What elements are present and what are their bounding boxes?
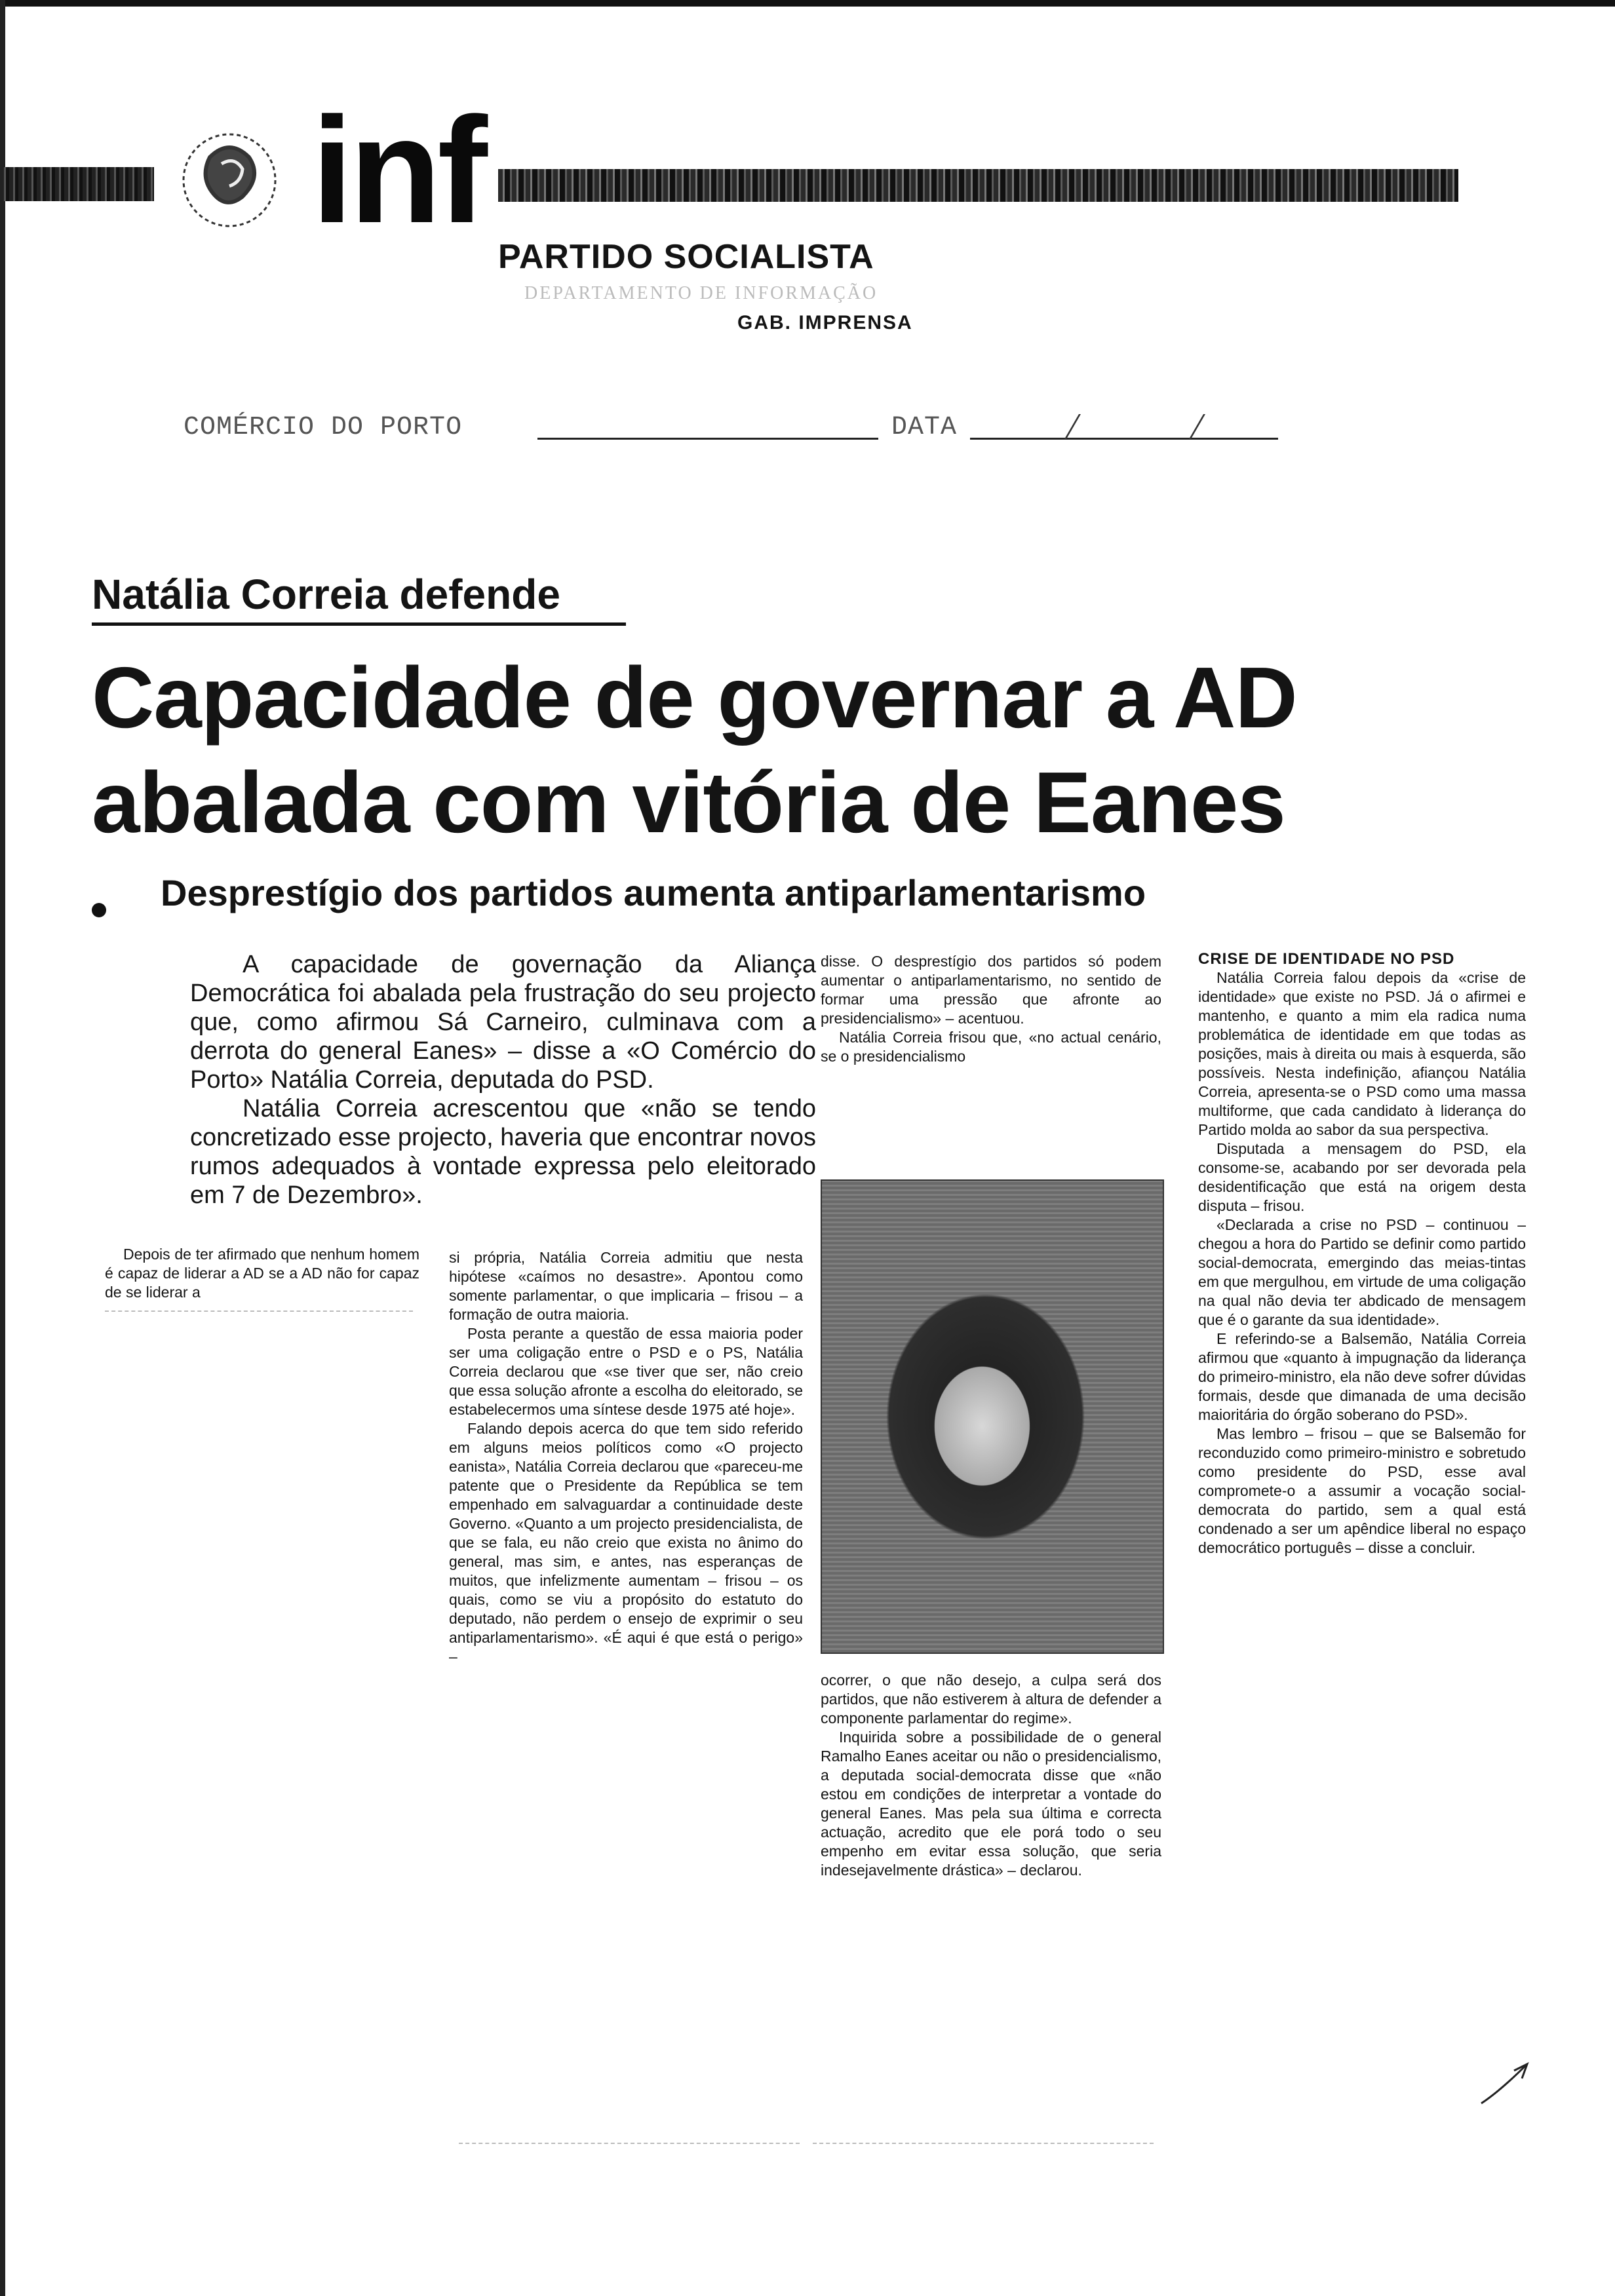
- col2-text-1: si própria, Natália Correia admitiu que nesta hipótese «caímos no desastre». Apontou como somente parlamentar, o que implicaria – frisou – a formação de outra maioria.: [449, 1249, 803, 1323]
- headline-line-1: Capacidade de governar a AD: [92, 649, 1297, 746]
- date-underline: [970, 438, 1278, 440]
- column-4: [1198, 950, 1526, 1558]
- bottom-rule-2: [813, 2143, 1154, 2144]
- headline: [92, 645, 1297, 855]
- column-1-end-rule: [105, 1311, 413, 1312]
- header-bar-right: [498, 169, 1458, 202]
- column-1: [105, 1245, 419, 1302]
- col4-text-3: «Declarada a crise no PSD – continuou – chegou a hora do Partido se definir como partido social-democrata, emergindo das meias-tintas em que mergulhou, em virtude de uma coligação na qual não devia ter abdicado de mensagem que é o garante da sua identidade».: [1198, 1216, 1526, 1328]
- rose-fist-icon: [164, 118, 295, 242]
- party-name: PARTIDO SOCIALISTA: [498, 238, 874, 276]
- bottom-rule-1: [459, 2143, 800, 2144]
- column-3-top: [821, 952, 1161, 1066]
- lead-text-1: A capacidade de governação da Aliança Democrática foi abalada pela frustração do seu projecto que, como afirmou Sá Carneiro, culminava com a derrota do general Eanes» – disse a «O Comércio do Porto» Natália Correia, deputada do PSD.: [190, 951, 816, 1094]
- col3-text-2: Natália Correia frisou que, «no actual cenário, se o presidencialismo: [821, 1029, 1161, 1065]
- column-2: [449, 1248, 803, 1666]
- end-mark-icon: [1475, 2051, 1534, 2110]
- col4-text-4: E referindo-se a Balsemão, Natália Correia afirmou que «quanto à impugnação da liderança do primeiro-ministro, ela não deve sofrer dúvidas formais, desde que dimanada de uma decisão maioritária do órgão soberano do PSD».: [1198, 1330, 1526, 1423]
- col4-text-2: Disputada a mensagem do PSD, ela consome-se, acabando por ser devorada pela desidentificação que está na origem desta disputa – frisou.: [1198, 1140, 1526, 1214]
- lead-paragraph: [190, 950, 816, 1210]
- col1-text: Depois de ter afirmado que nenhum homem é capaz de liderar a AD se a AD não for capaz de se liderar a: [105, 1246, 419, 1301]
- department-name: DEPARTAMENTO DE INFORMAÇÃO: [524, 283, 878, 303]
- date-slash-1: [1064, 414, 1081, 439]
- source-paper: COMÉRCIO DO PORTO: [184, 413, 463, 442]
- portrait-photo: [821, 1179, 1164, 1654]
- col3-text-1: disse. O desprestígio dos partidos só podem aumentar o antiparlamentarismo, no sentido de formar uma pressão que afronte ao presidencialismo» – acentuou.: [821, 953, 1161, 1027]
- headline-line-2: abalada com vitória de Eanes: [92, 754, 1285, 851]
- col4-text-5: Mas lembro – frisou – que se Balsemão for reconduzido como primeiro-ministro e sobretudo como presidente do PSD, esse aval compromete-o a assumir a vocação social-democrata do partido, sem a qual está condenado a ser um apêndice liberal no espaço democrático português – disse a concluir.: [1198, 1425, 1526, 1556]
- header-bar-left: [0, 167, 154, 201]
- page-border-top: [0, 0, 1615, 7]
- source-paper-underline: [537, 438, 878, 440]
- date-slash-2: [1189, 414, 1205, 439]
- office-name: GAB. IMPRENSA: [737, 312, 913, 334]
- date-label: DATA: [891, 413, 958, 442]
- page-border-left: [0, 0, 5, 2296]
- column-3-bottom: [821, 1671, 1161, 1880]
- col4-text-1: Natália Correia falou depois da «crise de identidade» que existe no PSD. Já o afirmei e mantenho, e quanto a mim ela radica numa problemática de identidade em que todas as posições, mais à direita ou mais à esquerda, são possíveis. Nesta indefinição, afiançou Natália Correia, apresenta-se o PSD como uma massa multiforme, que cada candidato à liderança do Partido molda ao sabor da sua perspectiva.: [1198, 969, 1526, 1138]
- kicker: Natália Correia defende: [92, 571, 560, 618]
- col2-text-2: Posta perante a questão de essa maioria poder ser uma coligação entre o PSD e o PS, Natália Correia declarou que «se tiver que ser, não creio que essa solução afronte a escolha do eleitorado, se estabelecermos uma síntese desde 1975 até hoje».: [449, 1325, 803, 1418]
- brand-logo-text: inf: [311, 86, 484, 254]
- section-heading: CRISE DE IDENTIDADE NO PSD: [1198, 950, 1455, 968]
- kicker-underline: [92, 622, 626, 626]
- lead-text-2: Natália Correia acrescentou que «não se tendo concretizado esse projecto, haveria que encontrar novos rumos adequados à vontade expressa pelo eleitorado em 7 de Dezembro».: [190, 1095, 816, 1209]
- col3-text-4: Inquirida sobre a possibilidade de o general Ramalho Eanes aceitar ou não o presidencialismo, a deputada social-democrata disse que «não estou em condições de interpretar a vontade do general Eanes. Mas pela sua última e correcta actuação, acredito que ele porá todo o seu empenho em evitar essa solução, que seria indesejavelmente drástica» – declarou.: [821, 1729, 1161, 1879]
- subheadline-bullet: [92, 903, 106, 917]
- col3-text-3: ocorrer, o que não desejo, a culpa será dos partidos, que não estiverem à altura de defender a componente parlamentar do regime».: [821, 1672, 1161, 1727]
- col2-text-3: Falando depois acerca do que tem sido referido em alguns meios políticos como «O projecto eanista», Natália Correia declarou que «pareceu-me patente que o Presidente da República se tem empenhado em salvaguardar a continuidade deste Governo. «Quanto a um projecto presidencialista, de que se fala, eu não creio que exista no ânimo do general, mas sim, e antes, nas esperanças de muitos, que infelizmente aumentam – frisou – os quais, como se viu a propósito do estatuto do deputado, não perdem o ensejo de exprimir o seu antiparlamentarismo». «É aqui é que está o perigo» –: [449, 1420, 803, 1665]
- subheadline: Desprestígio dos partidos aumenta antiparlamentarismo: [161, 872, 1146, 913]
